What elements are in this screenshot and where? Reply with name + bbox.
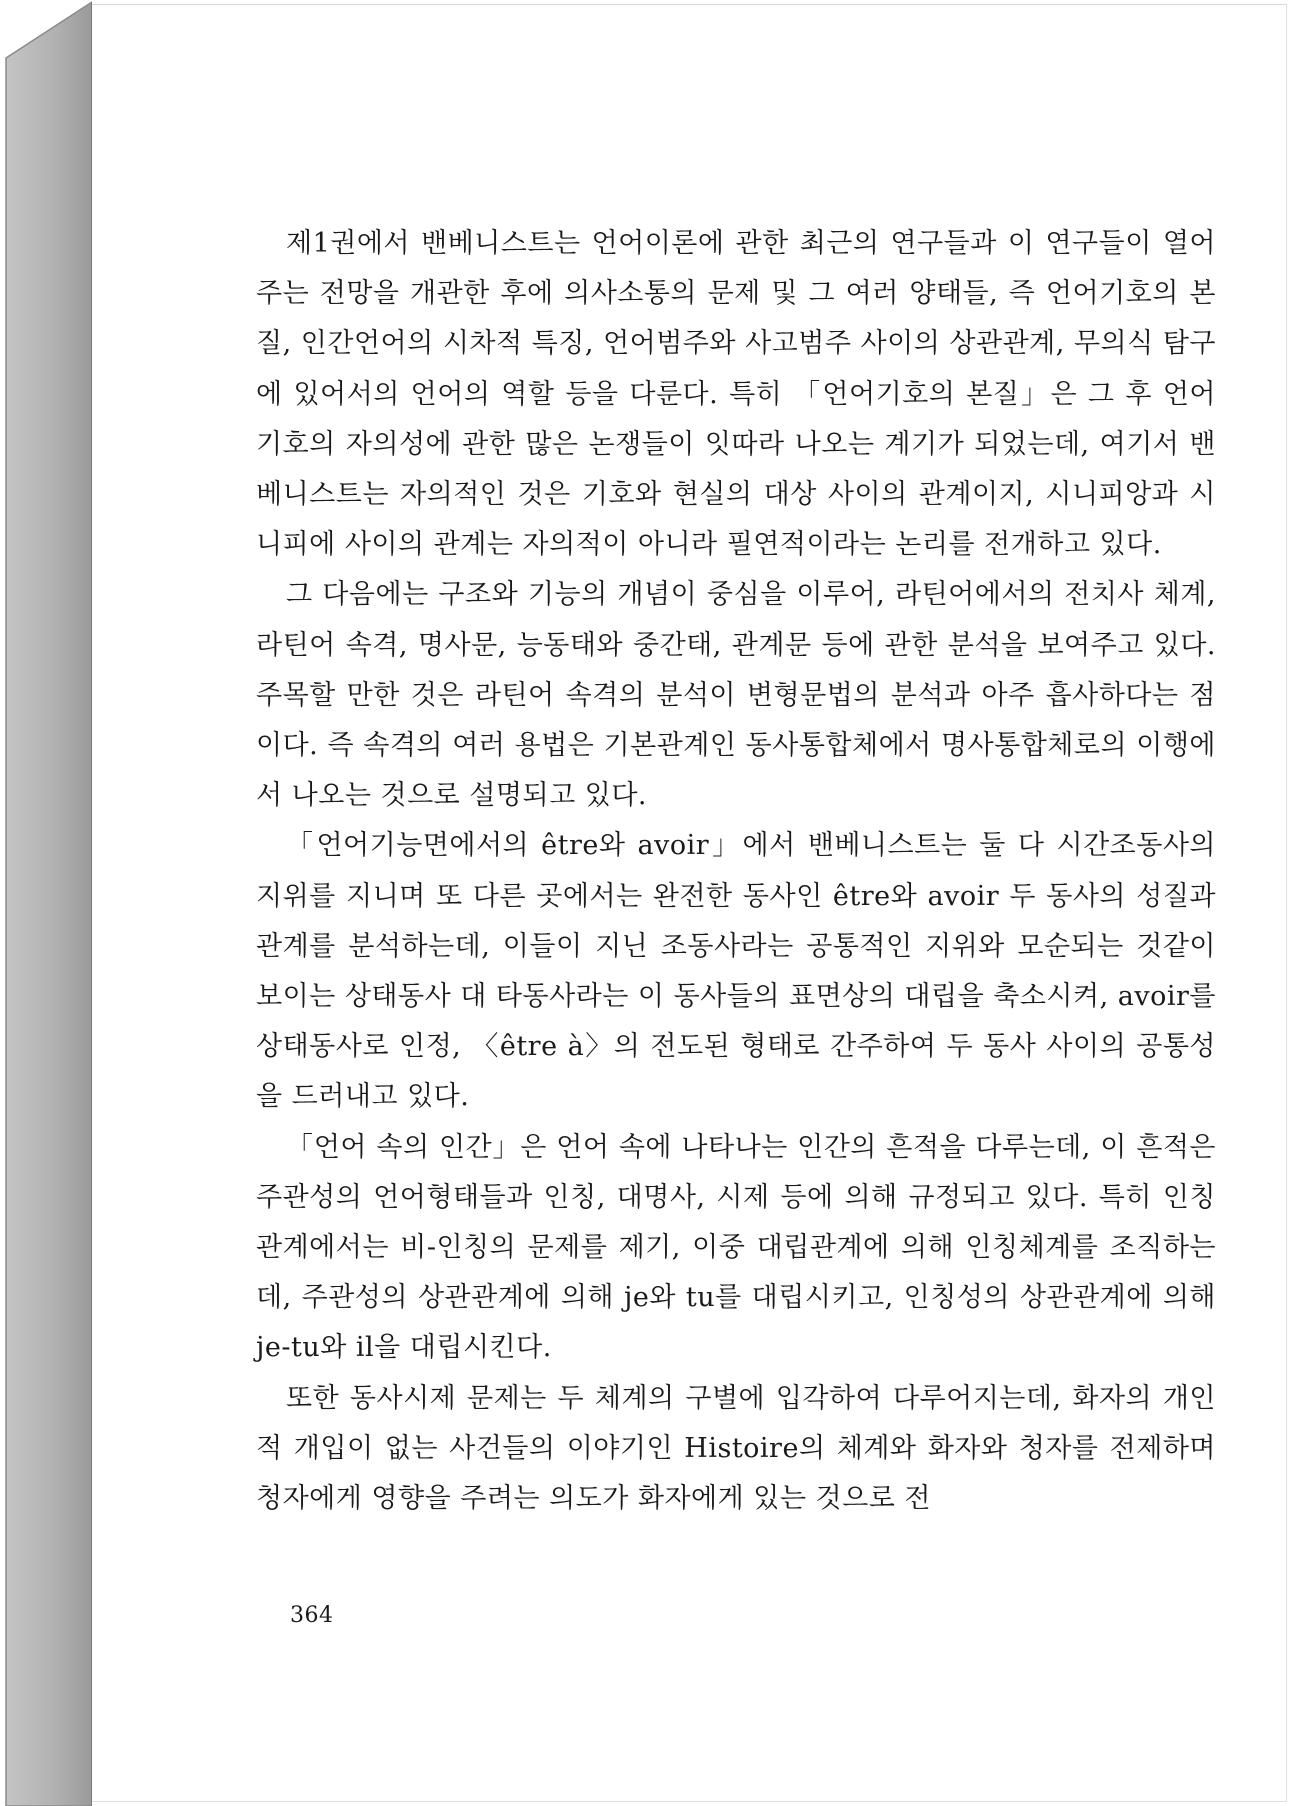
book-spine	[4, 0, 92, 1806]
paragraph-2: 그 다음에는 구조와 기능의 개념이 중심을 이루어, 라틴어에서의 전치사 체계, 라틴어 속격, 명사문, 능동태와 중간태, 관계문 등에 관한 분석을 보여주고 있다. 주목할 만한 것은 라틴어 속격의 분석이 변형문법의 분석과 아주 흡사하다는 점이다. 즉 속격의 여러 용법은 기본관계인 동사통합체에서 명사통합체로의 이행에서 나오는 것으로 설명되고 있다.	[256, 579, 1216, 812]
page-number: 364	[290, 1603, 334, 1628]
paragraph-4: 「언어 속의 인간」은 언어 속에 나타나는 인간의 흔적을 다루는데, 이 흔적은 주관성의 언어형태들과 인칭, 대명사, 시제 등에 의해 규정되고 있다. 특히 인칭관계에서는 비-인칭의 문제를 제기, 이중 대립관계에 의해 인칭체계를 조직하는데, 주관성의 상관관계에 의해 je와 tu를 대립시키고, 인칭성의 상관관계에 의해 je-tu와 il을 대립시킨다.	[256, 1131, 1216, 1364]
paragraph-5: 또한 동사시제 문제는 두 체계의 구별에 입각하여 다루어지는데, 화자의 개인적 개입이 없는 사건들의 이야기인 Histoire의 체계와 화자와 청자를 전제하며 청자에게 영향을 주려는 의도가 화자에게 있는 것으로 전	[256, 1382, 1216, 1515]
body-text	[256, 219, 1216, 1524]
book-spine-graphic	[4, 0, 92, 1806]
book-page	[92, 4, 1287, 1802]
paragraph-3: 「언어기능면에서의 être와 avoir」에서 밴베니스트는 둘 다 시간조동사의 지위를 지니며 또 다른 곳에서는 완전한 동사인 être와 avoir 두 동사의 성질과 관계를 분석하는데, 이들이 지닌 조동사라는 공통적인 지위와 모순되는 것같이 보이는 상태동사 대 타동사라는 이 동사들의 표면상의 대립을 축소시켜, avoir를 상태동사로 인정, 〈être à〉의 전도된 형태로 간주하여 두 동사 사이의 공통성을 드러내고 있다.	[256, 830, 1216, 1113]
paragraph-1: 제1권에서 밴베니스트는 언어이론에 관한 최근의 연구들과 이 연구들이 열어주는 전망을 개관한 후에 의사소통의 문제 및 그 여러 양태들, 즉 언어기호의 본질, 인간언어의 시차적 특징, 언어범주와 사고범주 사이의 상관관계, 무의식 탐구에 있어서의 언어의 역할 등을 다룬다. 특히 「언어기호의 본질」은 그 후 언어기호의 자의성에 관한 많은 논쟁들이 잇따라 나오는 계기가 되었는데, 여기서 밴베니스트는 자의적인 것은 기호와 현실의 대상 사이의 관계이지, 시니피앙과 시니피에 사이의 관계는 자의적이 아니라 필연적이라는 논리를 전개하고 있다.	[256, 228, 1216, 561]
